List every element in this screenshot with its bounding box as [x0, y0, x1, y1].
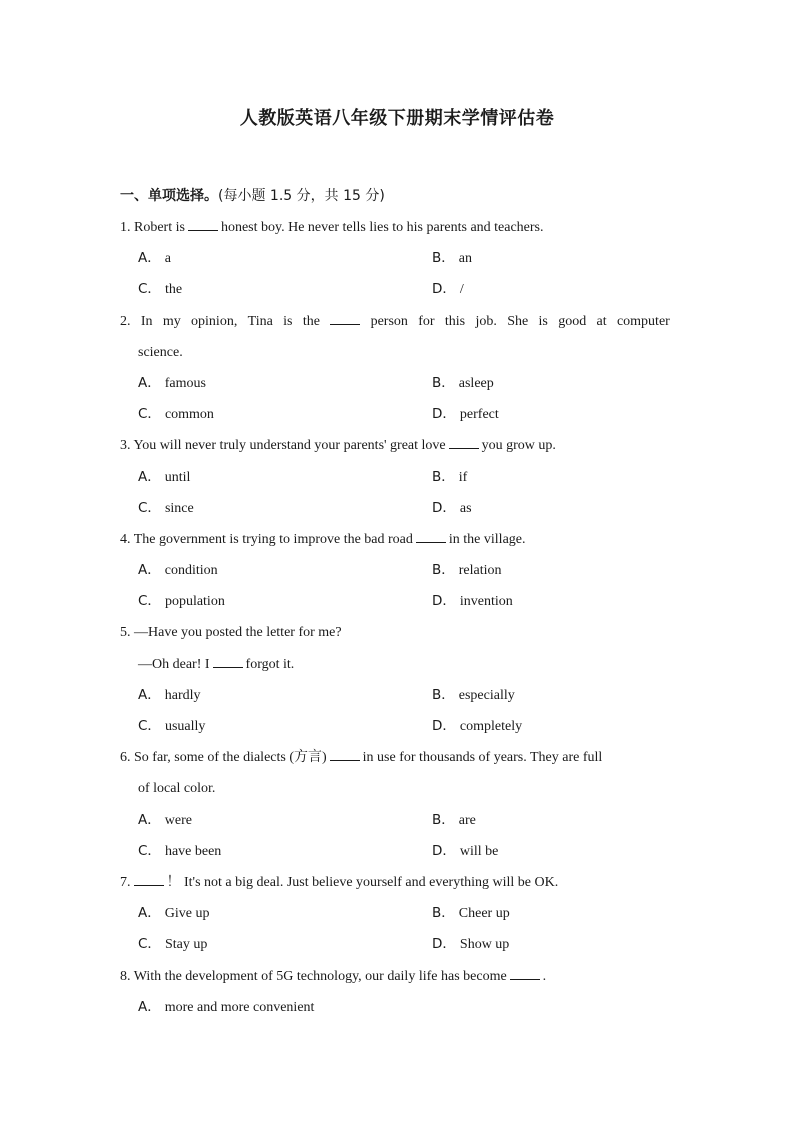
option-row [120, 499, 670, 530]
question-stem [120, 873, 670, 904]
option-b [432, 904, 510, 935]
option-letter: A． [138, 811, 161, 828]
option-text: especially [458, 687, 515, 703]
question-stem: 5. —Have you posted the letter for me? [120, 625, 342, 641]
question-stem [120, 530, 670, 561]
question-stem-continued: of local color. [138, 781, 216, 797]
option-text: Show up [459, 937, 510, 953]
option-row [120, 249, 670, 280]
option-c [120, 717, 432, 748]
question-list [120, 218, 670, 1029]
stem-text: 3. You will never truly understand your parents' great love [120, 438, 446, 454]
option-text: an [458, 251, 472, 267]
option-letter: C． [138, 593, 161, 610]
answer-blank [330, 748, 360, 761]
option-b [432, 468, 467, 499]
option-a [120, 468, 432, 499]
option-letter: D． [432, 718, 456, 734]
option-text: invention [459, 594, 513, 610]
option-letter: D． [432, 842, 456, 859]
option-text: Stay up [164, 937, 208, 953]
stem-text: in use for thousands of years. They are full [362, 750, 603, 766]
option-d [432, 592, 513, 623]
stem-word: is [283, 313, 293, 329]
option-letter: A． [138, 468, 161, 485]
option-letter: D． [432, 281, 456, 298]
exam-title: 人教版英语八年级下册期末学情评估卷 [239, 108, 555, 129]
stem-word: In [140, 313, 153, 329]
stem-word: She [507, 313, 529, 329]
option-b [432, 686, 515, 717]
option-text: as [459, 500, 472, 516]
option-letter: D． [432, 406, 456, 423]
option-letter: C． [138, 718, 161, 734]
option-letter: C． [138, 406, 161, 423]
option-text: until [164, 469, 191, 485]
option-a [120, 904, 432, 935]
stem-text: 6. So far, some of the dialects (方言) [120, 750, 327, 766]
stem-word: the [302, 313, 320, 329]
option-letter: B． [432, 562, 455, 579]
stem-text: forgot it. [245, 656, 295, 672]
option-text: were [164, 812, 192, 828]
option-letter: A． [138, 686, 161, 703]
option-text: a [164, 251, 171, 267]
option-letter: C． [138, 499, 161, 516]
option-a [120, 561, 432, 592]
stem-word: job. [475, 313, 497, 329]
answer-blank [213, 655, 243, 668]
option-letter: A． [138, 998, 161, 1015]
option-row [120, 998, 670, 1029]
section-scoring-note: (每小题 1.5 分，共 15 分) [218, 188, 385, 204]
option-row [120, 280, 670, 311]
answer-blank [416, 530, 446, 543]
option-letter: B． [432, 811, 455, 828]
option-row [120, 561, 670, 592]
option-letter: B． [432, 250, 455, 267]
option-text: since [164, 500, 194, 516]
option-text: population [164, 594, 225, 610]
question-7 [120, 873, 670, 967]
option-text: / [459, 282, 464, 298]
stem-text: honest boy. He never tells lies to his parents and teachers. [220, 220, 544, 235]
stem-text: 8. With the development of 5G technology, our daily life has become [120, 968, 507, 984]
stem-word: opinion, [191, 313, 238, 329]
section-heading [120, 185, 385, 205]
option-text: have been [164, 843, 222, 859]
answer-blank [510, 967, 540, 980]
option-row [120, 935, 670, 966]
option-row [120, 468, 670, 499]
option-letter: B． [432, 686, 455, 703]
option-row [120, 811, 670, 842]
option-text: are [458, 812, 476, 828]
answer-blank [330, 312, 360, 325]
option-text: relation [458, 563, 502, 579]
option-letter: D． [432, 936, 456, 953]
option-b [432, 374, 494, 405]
option-letter: A． [138, 374, 161, 391]
option-letter: D． [432, 593, 456, 610]
stem-word: at [596, 313, 607, 329]
stem-text: in the village. [448, 531, 526, 547]
option-text: Give up [164, 906, 210, 922]
stem-word: this [444, 313, 466, 329]
option-row [120, 592, 670, 623]
option-row [120, 405, 670, 436]
option-row [120, 904, 670, 935]
option-a [120, 686, 432, 717]
stem-text: —Oh dear! I [138, 656, 210, 672]
option-a [120, 998, 314, 1029]
option-text: Cheer up [458, 906, 510, 922]
question-stem [120, 748, 670, 779]
question-1 [120, 218, 670, 312]
stem-text: . [542, 968, 547, 984]
dialog-reply [120, 655, 670, 686]
question-stem-continued: science. [138, 344, 183, 360]
option-text: completely [459, 719, 523, 734]
option-letter: B． [432, 905, 455, 922]
option-text: hardly [164, 687, 201, 703]
answer-blank [134, 873, 164, 886]
question-stem [120, 967, 670, 998]
section-title: 一、单项选择。 [120, 188, 218, 204]
stem-text: you grow up. [481, 438, 556, 454]
option-letter: A． [138, 905, 161, 922]
stem-text: ！ It's not a big deal. Just believe yourself and everything will be OK. [166, 874, 559, 890]
stem-word: is [538, 313, 548, 329]
question-2 [120, 312, 670, 437]
option-row [120, 686, 670, 717]
stem-word: good [558, 313, 587, 329]
option-text: common [164, 407, 214, 423]
option-row [120, 842, 670, 873]
option-a [120, 249, 432, 280]
option-row [120, 374, 670, 405]
option-d [432, 405, 499, 436]
stem-word: Tina [247, 313, 273, 329]
question-4 [120, 530, 670, 624]
option-text: the [164, 282, 183, 298]
option-c [120, 280, 432, 311]
option-a [120, 374, 432, 405]
option-letter: B． [432, 468, 455, 485]
option-text: usually [164, 719, 206, 734]
option-c [120, 935, 432, 966]
stem-word: person [370, 313, 408, 329]
option-c [120, 405, 432, 436]
option-letter: B． [432, 374, 455, 391]
option-text: will be [459, 843, 499, 859]
option-letter: A． [138, 250, 161, 267]
stem-text: 4. The government is trying to improve the bad road [120, 531, 413, 547]
option-text: condition [164, 563, 218, 579]
question-stem [120, 218, 670, 249]
option-text: perfect [459, 407, 499, 423]
question-stem [120, 312, 670, 343]
option-d [432, 935, 509, 966]
option-b [432, 249, 472, 280]
option-letter: C． [138, 842, 161, 859]
option-letter: C． [138, 936, 161, 953]
question-5 [120, 623, 670, 748]
option-b [432, 811, 476, 842]
question-8 [120, 967, 670, 1029]
option-row [120, 717, 670, 748]
option-d [432, 717, 522, 748]
option-text: if [458, 469, 468, 485]
stem-word: computer [616, 313, 670, 329]
option-c [120, 592, 432, 623]
stem-word: my [162, 313, 181, 329]
option-text: more and more convenient [164, 999, 315, 1015]
option-text: famous [164, 375, 206, 391]
question-3 [120, 436, 670, 530]
option-a [120, 811, 432, 842]
option-c [120, 499, 432, 530]
stem-text: 7. [120, 874, 131, 890]
answer-blank [188, 218, 218, 231]
option-letter: C． [138, 281, 161, 298]
option-b [432, 561, 502, 592]
stem-word: for [418, 313, 435, 329]
answer-blank [449, 436, 479, 449]
option-letter: A． [138, 562, 161, 579]
option-d [432, 842, 498, 873]
option-c [120, 842, 432, 873]
question-6 [120, 748, 670, 873]
question-stem [120, 436, 670, 467]
option-d [432, 499, 472, 530]
stem-text: 1. Robert is [120, 220, 185, 235]
option-letter: D． [432, 499, 456, 516]
option-text: asleep [458, 375, 494, 391]
option-d [432, 280, 464, 311]
stem-word: 2. [120, 313, 131, 329]
